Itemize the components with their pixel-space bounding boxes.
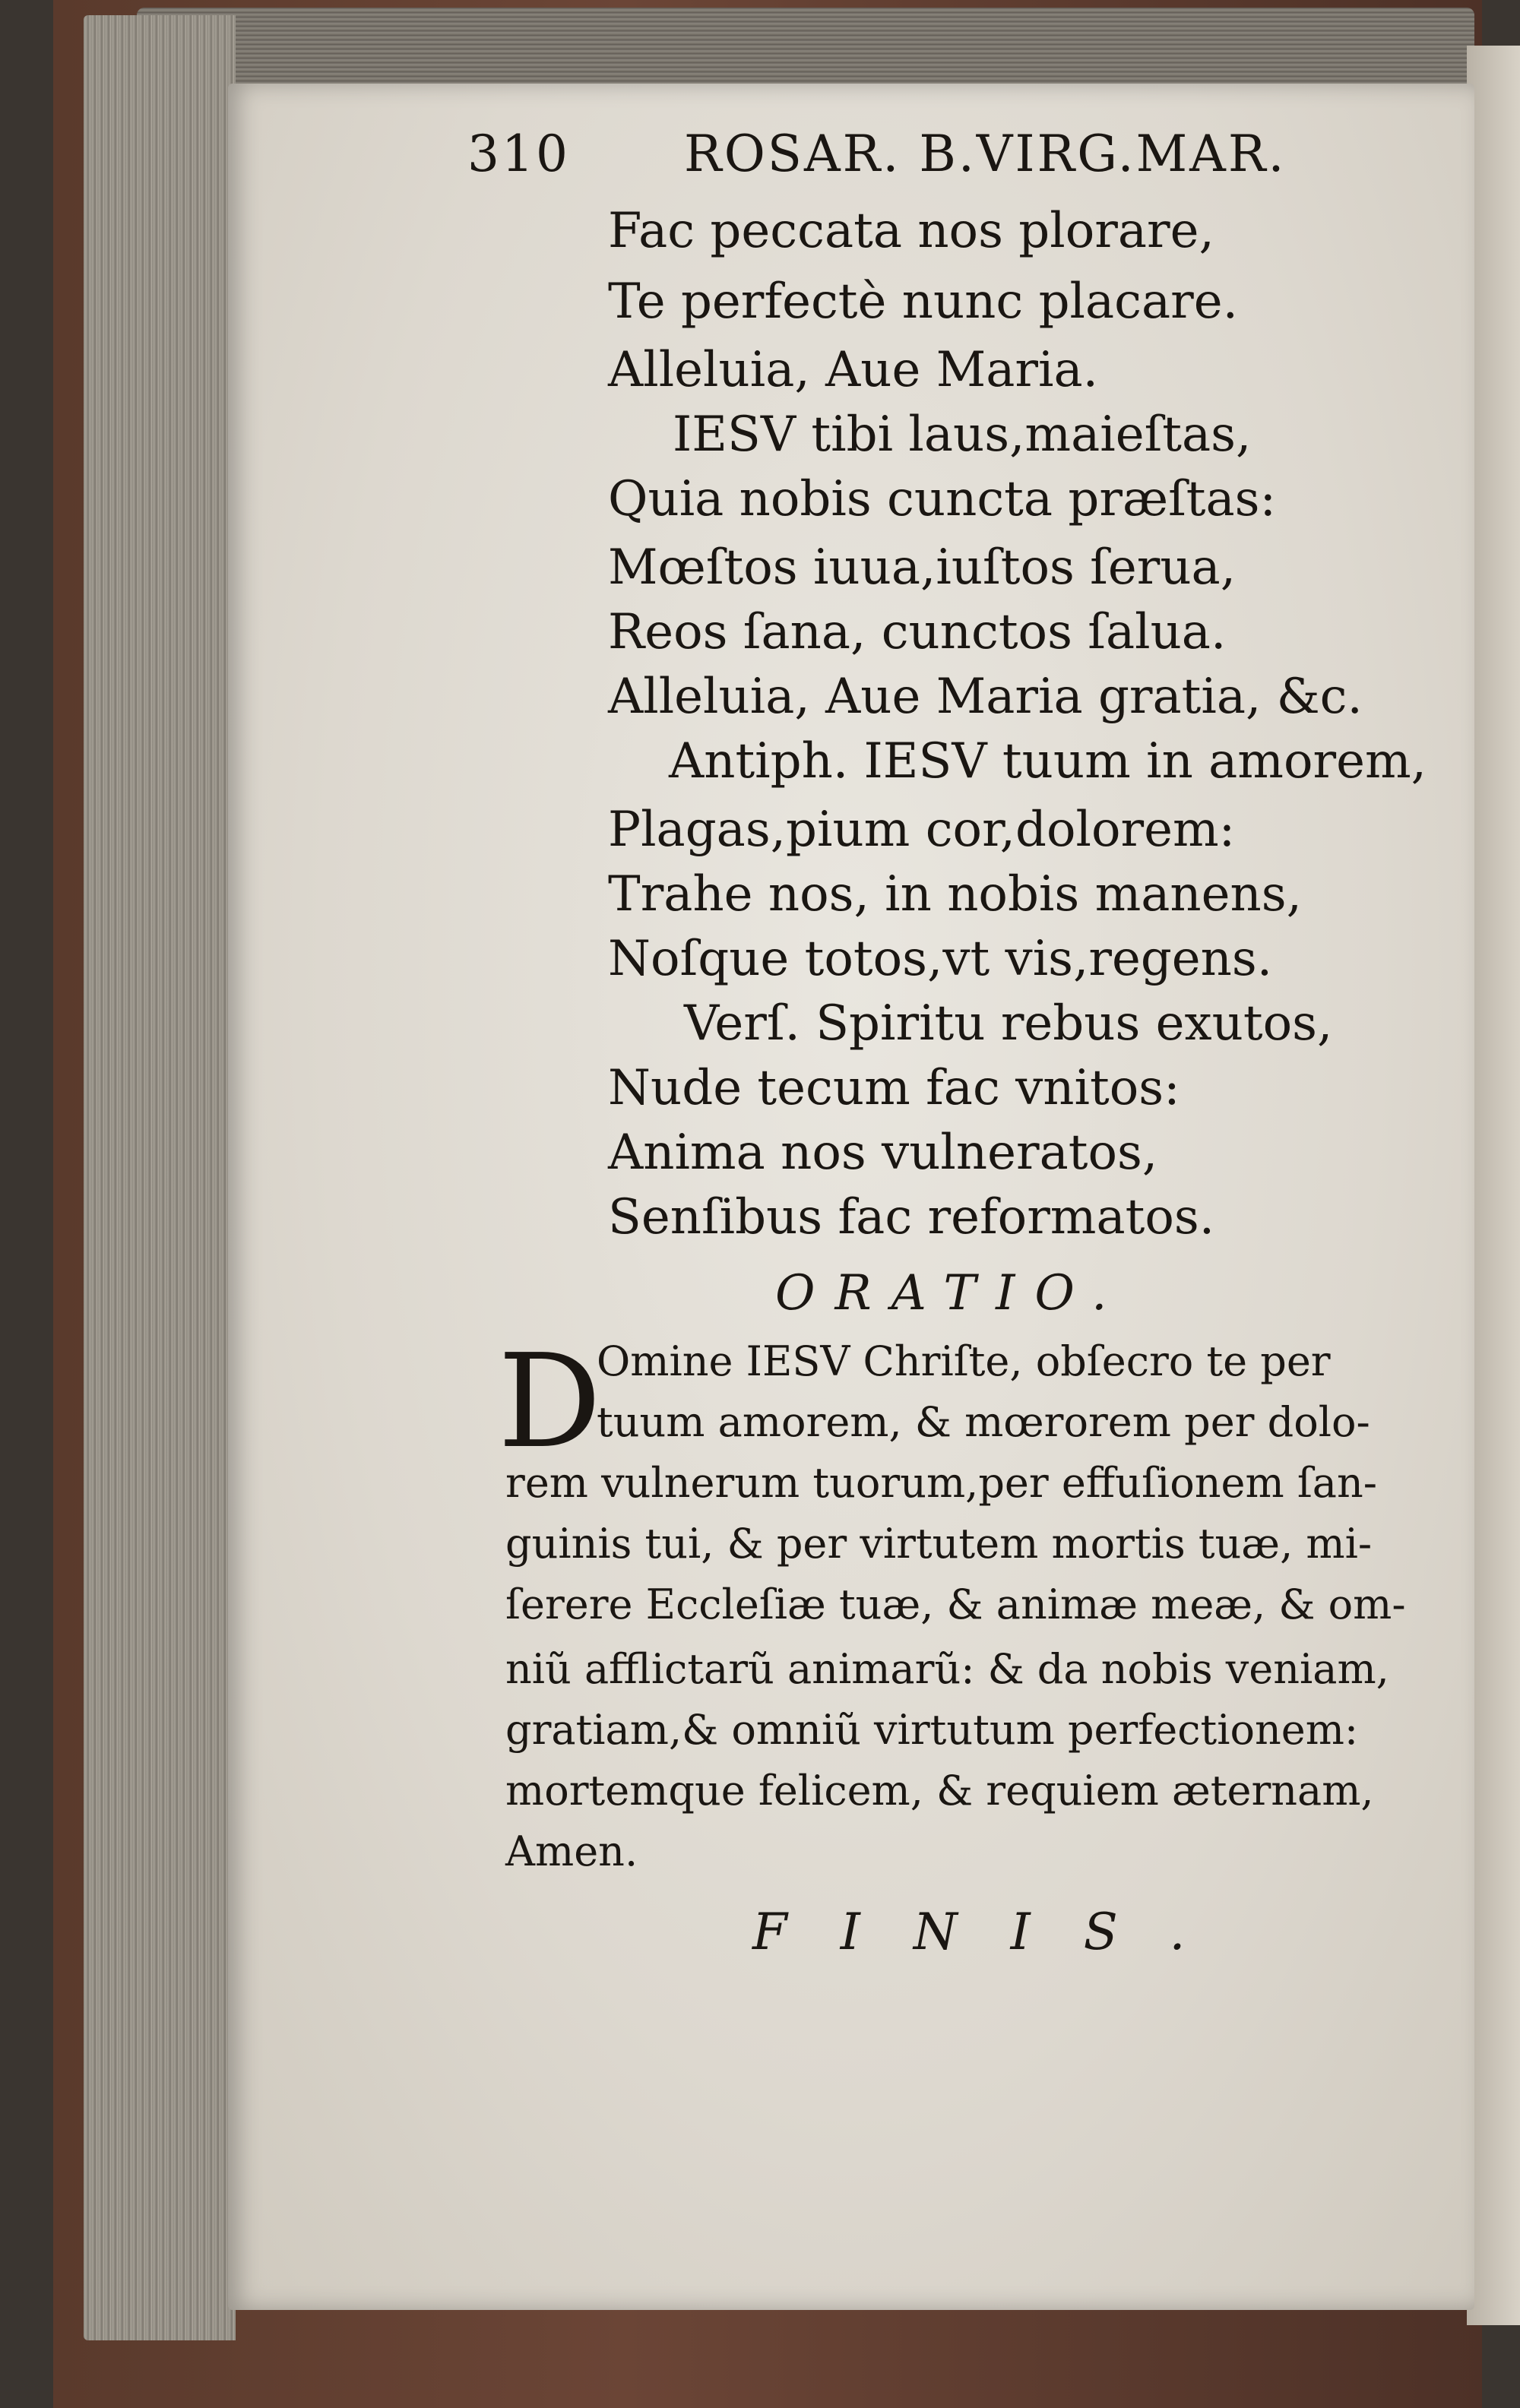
versicle-line: Verſ. Spiritu rebus exutos, (684, 995, 1333, 1052)
prayer-line: rem vulnerum tuorum,per effuſionem ſan- (505, 1459, 1378, 1507)
hymn-line: Plagas,pium cor,dolorem: (608, 802, 1236, 858)
prayer-line: niũ afflictarũ animarũ: & da nobis veniam, (505, 1645, 1389, 1693)
folio-number: 310 (467, 125, 570, 183)
page-edges (84, 15, 236, 2340)
prayer-line: ſerere Eccleſiæ tuæ, & animæ meæ, & om- (505, 1581, 1406, 1628)
prayer-line: guinis tui, & per virtutem mortis tuæ, mi- (505, 1520, 1373, 1568)
hymn-line: Trahe nos, in nobis manens, (608, 866, 1302, 922)
hymn-line: Noſque totos,vt vis,regens. (608, 931, 1273, 987)
finis-text: FINIS. (752, 1903, 1239, 1961)
hymn-line: Reos ſana, cunctos ſalua. (608, 604, 1227, 660)
hymn-line: Anima nos vulneratos, (608, 1125, 1158, 1181)
hymn-line: Quia nobis cuncta præſtas: (608, 471, 1277, 527)
antiphon-line: Antiph. IESV tuum in amorem, (669, 733, 1427, 789)
oratio-heading: ORATIO. (775, 1265, 1127, 1321)
prayer-line: Amen. (505, 1827, 638, 1875)
hymn-line: Te perfectè nunc placare. (608, 274, 1238, 330)
drop-capital: D (498, 1327, 602, 1477)
hymn-line: Fac peccata nos plorare, (608, 203, 1214, 259)
hymn-line: Nude tecum fac vnitos: (608, 1060, 1180, 1116)
prayer-line: mortemque felicem, & requiem æternam, (505, 1767, 1374, 1815)
prayer-line: Omine IESV Chriſte, obſecro te per (597, 1337, 1331, 1385)
hymn-line: Senſibus fac reformatos. (608, 1189, 1215, 1245)
hymn-line: Mœſtos iuua,iuſtos ſerua, (608, 540, 1237, 596)
facing-page-edge (1467, 46, 1520, 2325)
running-title: ROSAR. B.VIRG.MAR. (684, 125, 1287, 183)
prayer-line: tuum amorem, & mœrorem per dolo- (597, 1398, 1370, 1446)
hymn-line: Alleluia, Aue Maria. (608, 342, 1098, 398)
prayer-line: gratiam,& omniũ virtutum perfectionem: (505, 1706, 1359, 1754)
hymn-line: Alleluia, Aue Maria gratia, &c. (608, 669, 1363, 725)
hymn-line: IESV tibi laus,maieſtas, (673, 407, 1252, 463)
